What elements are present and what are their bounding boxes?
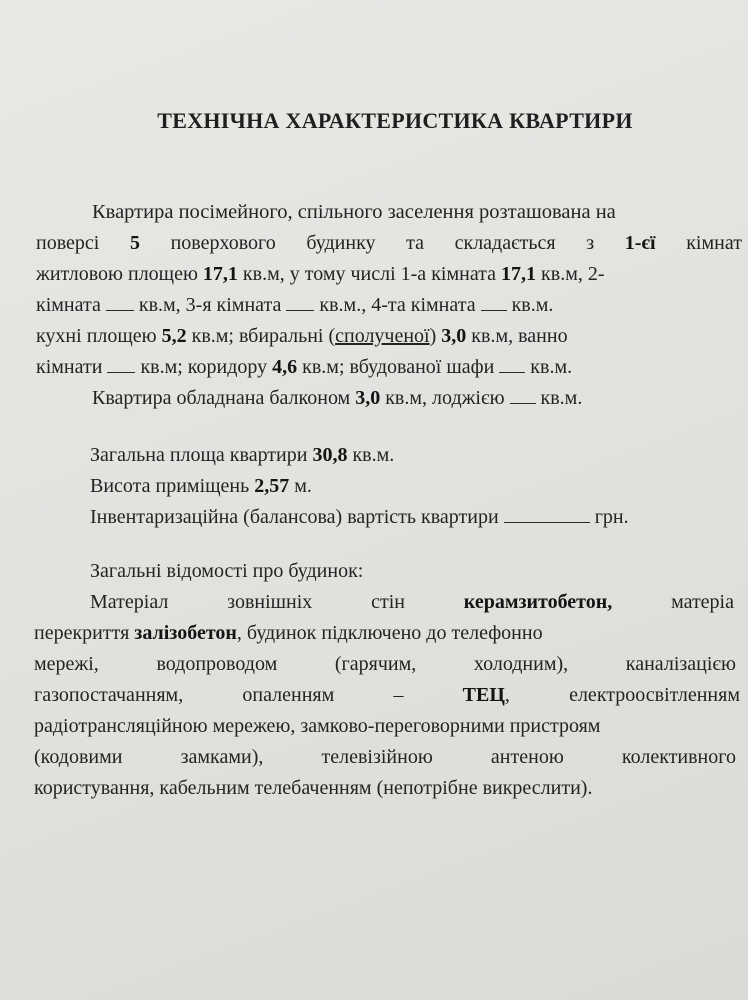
building-info-heading: Загальні відомості про будинок:	[90, 560, 364, 582]
word: кімнат	[686, 232, 742, 254]
bathroom-blank	[107, 356, 135, 373]
ceiling-height-value: 2,57	[254, 475, 290, 497]
text: кв.м, 3-я кімната	[133, 294, 287, 316]
word: (гарячим,	[334, 653, 417, 675]
wall-material-value: керамзитобетон,	[463, 591, 613, 613]
word: матеріа	[671, 591, 734, 613]
inventory-value-line	[90, 506, 629, 529]
text: кв.м, у тому числі 1-а кімната	[237, 263, 502, 285]
word: водопроводом	[156, 653, 278, 675]
corridor-area-value: 4,6	[272, 356, 298, 378]
floor-number: 5	[129, 232, 140, 254]
word: мережі,	[34, 653, 99, 675]
para3-line-4	[34, 684, 740, 707]
text: Квартира обладнана балконом	[92, 387, 356, 409]
word: поверсі	[36, 232, 100, 254]
para3-line-6	[34, 746, 736, 769]
room1-area-value: 17,1	[501, 263, 537, 285]
text: кв.м.	[525, 356, 573, 378]
para1-line-2	[36, 232, 742, 255]
text: кв.м., 4-та кімната	[314, 294, 481, 316]
word: холодним),	[473, 653, 569, 675]
text: ,	[504, 684, 510, 706]
word: Матеріал	[90, 591, 169, 613]
text: кв.м.	[506, 294, 554, 316]
room3-blank	[286, 294, 314, 311]
text: житловою площею	[36, 263, 203, 285]
text: кв.м; коридору	[135, 356, 273, 378]
word: електроосвітленням	[569, 684, 740, 706]
floor-material-value: залізобетон	[134, 622, 237, 644]
text: Висота приміщень	[90, 475, 255, 497]
para1-line-3	[36, 263, 605, 286]
word: каналізацією	[625, 653, 736, 675]
text: кухні площею	[36, 325, 162, 347]
text: Загальна площа квартири	[90, 444, 313, 466]
word: колективного	[621, 746, 736, 768]
loggia-blank	[510, 387, 536, 404]
text: кв.м.	[535, 387, 583, 409]
text: м.	[289, 475, 312, 497]
document-title: ТЕХНІЧНА ХАРАКТЕРИСТИКА КВАРТИРИ	[157, 108, 633, 133]
para1-line-4	[36, 294, 553, 317]
para3-line-2	[34, 622, 543, 645]
total-area-line	[90, 444, 394, 467]
word: газопостачанням,	[34, 684, 184, 706]
para1-line-7	[92, 387, 582, 410]
word: зовнішніх	[227, 591, 313, 613]
text: кв.м; вбудованої шафи	[297, 356, 500, 378]
para1-line-1: Квартира посімейного, спільного заселення розташована на	[92, 201, 616, 223]
para3-line-5: радіотрансляційною мережею, замково-переговорними пристроям	[34, 715, 601, 737]
closet-blank	[499, 356, 525, 373]
kitchen-area-value: 5,2	[161, 325, 187, 347]
text: , будинок підключено до телефонно	[236, 622, 543, 644]
para3-line-3	[34, 653, 736, 676]
combined-toilet-label: сполученої	[335, 325, 430, 347]
room4-blank	[481, 294, 507, 311]
text: кв.м, лоджією	[380, 387, 510, 409]
ceiling-height-line	[90, 475, 312, 498]
para3-line-1	[90, 591, 734, 614]
total-area-value: 30,8	[312, 444, 348, 466]
balcony-area-value: 3,0	[355, 387, 381, 409]
text: )	[429, 325, 442, 347]
word: антеною	[490, 746, 564, 768]
word: складається	[454, 232, 556, 254]
text: кв.м; вбиральні (	[186, 325, 336, 347]
word: опаленням	[242, 684, 335, 706]
para3-line-7: користування, кабельним телебаченням (непотрібне викреслити).	[34, 777, 593, 799]
text: кв.м, 2-	[536, 263, 605, 285]
heating-source-value: ТЕЦ	[462, 684, 505, 706]
room2-blank	[106, 294, 134, 311]
para1-line-5	[36, 325, 568, 348]
room-count: 1-єї	[624, 232, 656, 254]
text: грн.	[589, 506, 629, 528]
text: перекриття	[34, 622, 135, 644]
word: телевізійною	[321, 746, 433, 768]
word: замками),	[180, 746, 264, 768]
inventory-value-blank	[504, 506, 590, 523]
word: поверхового	[170, 232, 276, 254]
text: кімната	[36, 294, 106, 316]
toilet-area-value: 3,0	[441, 325, 467, 347]
word: будинку	[306, 232, 376, 254]
text: Інвентаризаційна (балансова) вартість квартири	[90, 506, 504, 528]
living-area-value: 17,1	[202, 263, 238, 285]
word: стін	[371, 591, 405, 613]
word: та	[406, 232, 424, 254]
word: з	[586, 232, 595, 254]
para1-line-6	[36, 356, 572, 379]
text: кв.м, ванно	[466, 325, 568, 347]
text: кв.м.	[347, 444, 395, 466]
text: кімнати	[36, 356, 108, 378]
word: –	[393, 684, 404, 706]
word: (кодовими	[34, 746, 123, 768]
